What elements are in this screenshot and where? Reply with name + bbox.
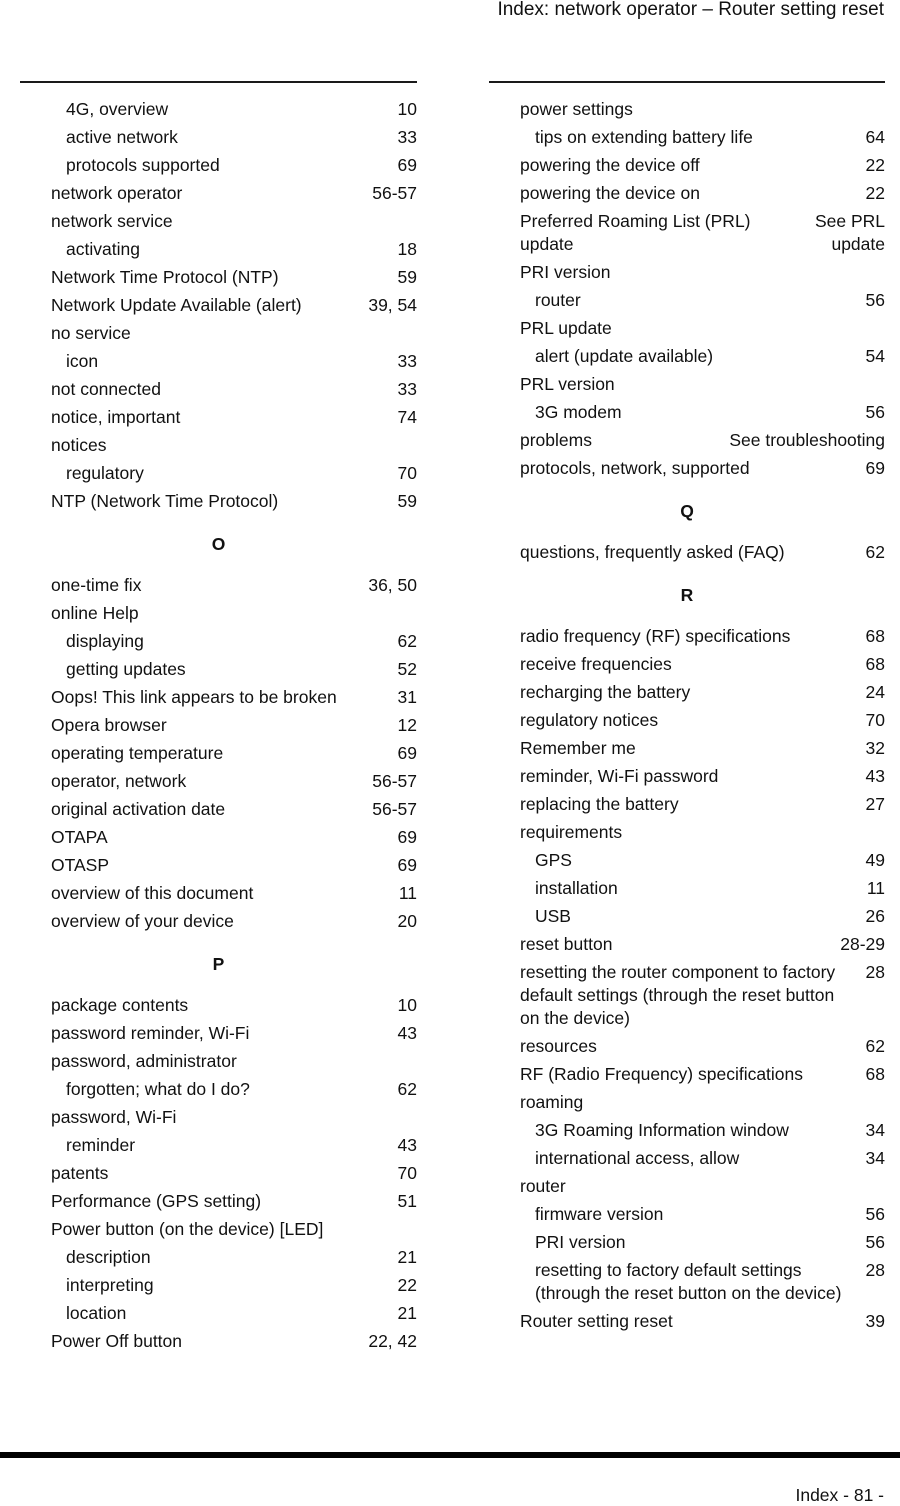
- index-entry: [489, 653, 885, 676]
- index-term: reminder, Wi-Fi password: [520, 766, 719, 786]
- index-subentry: [489, 1259, 885, 1305]
- index-entry: [489, 1091, 885, 1114]
- index-term: receive frequencies: [520, 654, 672, 674]
- index-entries: [20, 83, 417, 1353]
- index-term: 3G Roaming Information window: [535, 1120, 789, 1140]
- index-term: problems: [520, 430, 592, 450]
- index-entry: [20, 1022, 417, 1045]
- index-term: OTASP: [51, 855, 110, 875]
- index-term: resetting the router component to factory default settings (through the reset button on the device): [520, 962, 836, 1028]
- index-entry: [489, 625, 885, 648]
- index-term: interpreting: [66, 1275, 154, 1295]
- page-reference: 49: [865, 850, 885, 870]
- index-entry: [20, 1190, 417, 1213]
- page-reference: 52: [397, 659, 417, 679]
- page-reference: 28: [865, 1260, 885, 1280]
- index-entry: [20, 826, 417, 849]
- index-term: OTAPA: [51, 827, 108, 847]
- index-entry: [489, 737, 885, 760]
- page-reference: 69: [865, 458, 885, 478]
- page-reference: 70: [865, 710, 885, 730]
- index-entry: [20, 770, 417, 793]
- page-reference: 56-57: [372, 799, 417, 819]
- index-term: active network: [66, 127, 178, 147]
- page-reference: 32: [865, 738, 885, 758]
- section-letter: Q: [680, 501, 694, 521]
- index-term: router: [520, 1176, 566, 1196]
- page-number: Index - 81 -: [795, 1485, 884, 1505]
- page-reference: 33: [397, 351, 417, 371]
- index-term: network service: [51, 211, 173, 231]
- index-term: PRI version: [535, 1232, 626, 1252]
- index-entries: [489, 83, 885, 1333]
- page-reference: 54: [865, 346, 885, 366]
- index-entry: [489, 429, 885, 452]
- page-reference: 59: [397, 267, 417, 287]
- page-reference: 34: [865, 1120, 885, 1140]
- index-term: international access, allow: [535, 1148, 740, 1168]
- page-reference: 56: [865, 290, 885, 310]
- index-entry: [489, 1310, 885, 1333]
- index-subentry: [489, 1203, 885, 1226]
- index-term: Network Time Protocol (NTP): [51, 267, 279, 287]
- index-entry: [20, 434, 417, 457]
- index-entry: [489, 933, 885, 956]
- page-reference: 43: [865, 766, 885, 786]
- index-entry: [489, 1035, 885, 1058]
- page-reference: 62: [397, 1079, 417, 1099]
- index-term: replacing the battery: [520, 794, 679, 814]
- index-term: online Help: [51, 603, 139, 623]
- index-term: Preferred Roaming List (PRL) update: [520, 211, 751, 254]
- index-entry: [489, 681, 885, 704]
- index-entry: [20, 1106, 417, 1129]
- page-reference: 11: [398, 883, 417, 903]
- index-entry: [20, 182, 417, 205]
- index-entry: [489, 457, 885, 480]
- page-reference: 21: [397, 1303, 417, 1323]
- index-term: powering the device off: [520, 155, 700, 175]
- index-term: icon: [66, 351, 99, 371]
- page-reference: 68: [865, 626, 885, 646]
- index-subentry: [489, 289, 885, 312]
- index-term: original activation date: [51, 799, 226, 819]
- index-entry: [489, 261, 885, 284]
- index-term: description: [66, 1247, 151, 1267]
- page-reference: 22: [397, 1275, 417, 1295]
- index-term: operating temperature: [51, 743, 224, 763]
- index-term: Oops! This link appears to be broken: [51, 687, 337, 707]
- page-reference: 74: [397, 407, 417, 427]
- page-reference: 21: [397, 1247, 417, 1267]
- index-term: not connected: [51, 379, 161, 399]
- index-subentry: [489, 1231, 885, 1254]
- index-entry: [20, 378, 417, 401]
- page-reference: 62: [397, 631, 417, 651]
- page-reference: 11: [866, 878, 885, 898]
- index-entry: [489, 182, 885, 205]
- index-subentry: [20, 1134, 417, 1157]
- index-entry: [20, 1162, 417, 1185]
- index-term: Network Update Available (alert): [51, 295, 302, 315]
- index-term: radio frequency (RF) specifications: [520, 626, 791, 646]
- page-reference: 20: [397, 911, 417, 931]
- index-term: questions, frequently asked (FAQ): [520, 542, 785, 562]
- index-term: forgotten; what do I do?: [66, 1079, 250, 1099]
- index-entry: [20, 406, 417, 429]
- index-term: powering the device on: [520, 183, 700, 203]
- page-reference: 56: [865, 1204, 885, 1224]
- page-reference: 68: [865, 654, 885, 674]
- index-term: protocols, network, supported: [520, 458, 750, 478]
- index-subentry: [489, 401, 885, 424]
- index-term: 4G, overview: [66, 99, 169, 119]
- index-entry: [489, 793, 885, 816]
- index-term: Opera browser: [51, 715, 167, 735]
- index-term: overview of this document: [51, 883, 254, 903]
- page-reference: 43: [397, 1135, 417, 1155]
- page-reference: 69: [397, 855, 417, 875]
- index-entry: [20, 210, 417, 233]
- index-entry: [489, 373, 885, 396]
- page-reference: 70: [397, 1163, 417, 1183]
- index-term: patents: [51, 1163, 109, 1183]
- index-term: Power button (on the device) [LED]: [51, 1219, 324, 1239]
- index-term: one-time fix: [51, 575, 142, 595]
- index-subentry: [20, 154, 417, 177]
- index-term: getting updates: [66, 659, 186, 679]
- index-term: PRI version: [520, 262, 611, 282]
- index-term: password reminder, Wi-Fi: [51, 1023, 250, 1043]
- index-term: USB: [535, 906, 571, 926]
- index-term: password, Wi-Fi: [51, 1107, 177, 1127]
- index-subentry: [489, 126, 885, 149]
- index-entry: [20, 1330, 417, 1353]
- index-term: roaming: [520, 1092, 584, 1112]
- index-subentry: [489, 905, 885, 928]
- index-term: no service: [51, 323, 131, 343]
- page-reference: 64: [865, 127, 885, 147]
- index-entry: [20, 266, 417, 289]
- index-term: regulatory: [66, 463, 144, 483]
- index-subentry: [20, 1274, 417, 1297]
- index-subentry: [489, 345, 885, 368]
- page-reference: 28: [865, 962, 885, 982]
- page-reference: 62: [865, 1036, 885, 1056]
- index-term: resetting to factory default settings (through the reset button on the device): [535, 1260, 842, 1303]
- index-term: displaying: [66, 631, 144, 651]
- index-entry: [20, 798, 417, 821]
- page-reference: 12: [397, 715, 417, 735]
- page-reference: 56-57: [372, 771, 417, 791]
- page-reference: 33: [397, 379, 417, 399]
- index-entry: [20, 714, 417, 737]
- index-entry: [489, 709, 885, 732]
- page-reference: 59: [397, 491, 417, 511]
- page-reference: 31: [397, 687, 417, 707]
- page-reference: 10: [397, 99, 417, 119]
- index-term: router: [535, 290, 581, 310]
- page-reference: 43: [397, 1023, 417, 1043]
- index-entry: [20, 882, 417, 905]
- index-subentry: [20, 98, 417, 121]
- index-term: password, administrator: [51, 1051, 237, 1071]
- page-reference: 22, 42: [368, 1331, 417, 1351]
- index-entry: [20, 742, 417, 765]
- page-reference: 26: [865, 906, 885, 926]
- page-reference: See troubleshooting: [729, 430, 885, 450]
- index-term: Router setting reset: [520, 1311, 673, 1331]
- index-term: resources: [520, 1036, 597, 1056]
- page-reference: 56-57: [372, 183, 417, 203]
- index-term: PRL version: [520, 374, 615, 394]
- page-reference: 18: [397, 239, 417, 259]
- index-subentry: [20, 350, 417, 373]
- page-reference: 24: [865, 682, 885, 702]
- index-entry: [20, 854, 417, 877]
- section-letter: P: [212, 954, 225, 974]
- index-entry: [489, 961, 885, 1030]
- page-reference: 56: [865, 402, 885, 422]
- index-entry: [20, 1050, 417, 1073]
- index-term: notice, important: [51, 407, 181, 427]
- index-term: firmware version: [535, 1204, 664, 1224]
- index-column-right: [489, 81, 885, 1338]
- index-term: PRL update: [520, 318, 612, 338]
- page-reference: See PRL update: [814, 211, 885, 254]
- page-reference: 62: [865, 542, 885, 562]
- page-reference: 22: [865, 155, 885, 175]
- index-term: regulatory notices: [520, 710, 659, 730]
- section-letter: R: [680, 585, 694, 605]
- index-subentry: [20, 1246, 417, 1269]
- index-subentry: [489, 1147, 885, 1170]
- page-reference: 27: [865, 794, 885, 814]
- index-subentry: [20, 238, 417, 261]
- index-subentry: [20, 630, 417, 653]
- index-term: operator, network: [51, 771, 187, 791]
- index-entry: [489, 765, 885, 788]
- page-reference: 70: [397, 463, 417, 483]
- page-reference: 69: [397, 155, 417, 175]
- page-reference: 22: [865, 183, 885, 203]
- index-term: NTP (Network Time Protocol): [51, 491, 279, 511]
- index-term: Remember me: [520, 738, 636, 758]
- index-entry: [20, 322, 417, 345]
- index-entry: [20, 994, 417, 1017]
- index-subentry: [489, 849, 885, 872]
- index-term: tips on extending battery life: [535, 127, 753, 147]
- page-reference: 36, 50: [368, 575, 417, 595]
- index-entry: [20, 602, 417, 625]
- index-term: network operator: [51, 183, 183, 203]
- index-subentry: [20, 1078, 417, 1101]
- index-term: activating: [66, 239, 140, 259]
- index-term: overview of your device: [51, 911, 234, 931]
- index-term: 3G modem: [535, 402, 622, 422]
- running-header: Index: network operator – Router setting reset: [497, 0, 884, 20]
- index-term: recharging the battery: [520, 682, 691, 702]
- index-entry: [489, 541, 885, 564]
- index-term: installation: [535, 878, 618, 898]
- index-term: alert (update available): [535, 346, 714, 366]
- index-term: GPS: [535, 850, 572, 870]
- index-term: Performance (GPS setting): [51, 1191, 262, 1211]
- index-entry: [20, 294, 417, 317]
- index-subentry: [20, 462, 417, 485]
- index-entry: [489, 317, 885, 340]
- index-subentry: [20, 658, 417, 681]
- page-reference: 56: [865, 1232, 885, 1252]
- index-subentry: [20, 1302, 417, 1325]
- page-reference: 34: [865, 1148, 885, 1168]
- index-term: power settings: [520, 99, 633, 119]
- page-reference: 68: [865, 1064, 885, 1084]
- index-subentry: [20, 126, 417, 149]
- index-entry: [489, 821, 885, 844]
- index-entry: [20, 910, 417, 933]
- index-entry: [489, 154, 885, 177]
- index-term: protocols supported: [66, 155, 220, 175]
- index-entry: [20, 574, 417, 597]
- index-entry: [489, 98, 885, 121]
- index-entry: [20, 1218, 417, 1241]
- index-term: reset button: [520, 934, 613, 954]
- page-reference: 69: [397, 743, 417, 763]
- page-reference: 39: [865, 1311, 885, 1331]
- index-entry: [20, 686, 417, 709]
- page-reference: 28-29: [840, 934, 885, 954]
- page-reference: 10: [397, 995, 417, 1015]
- footer-rule: [0, 1452, 900, 1458]
- index-term: package contents: [51, 995, 189, 1015]
- index-term: requirements: [520, 822, 623, 842]
- index-subentry: [489, 877, 885, 900]
- page-reference: 69: [397, 827, 417, 847]
- page-reference: 39, 54: [368, 295, 417, 315]
- page-reference: 51: [397, 1191, 417, 1211]
- index-term: Power Off button: [51, 1331, 183, 1351]
- index-subentry: [489, 1119, 885, 1142]
- index-entry: [489, 210, 885, 256]
- index-entry: [489, 1175, 885, 1198]
- index-term: notices: [51, 435, 107, 455]
- index-entry: [489, 1063, 885, 1086]
- section-letter: O: [211, 534, 226, 554]
- index-term: location: [66, 1303, 127, 1323]
- page-reference: 33: [397, 127, 417, 147]
- index-entry: [20, 490, 417, 513]
- index-term: reminder: [66, 1135, 136, 1155]
- index-term: RF (Radio Frequency) specifications: [520, 1064, 804, 1084]
- index-column-left: [20, 81, 417, 1358]
